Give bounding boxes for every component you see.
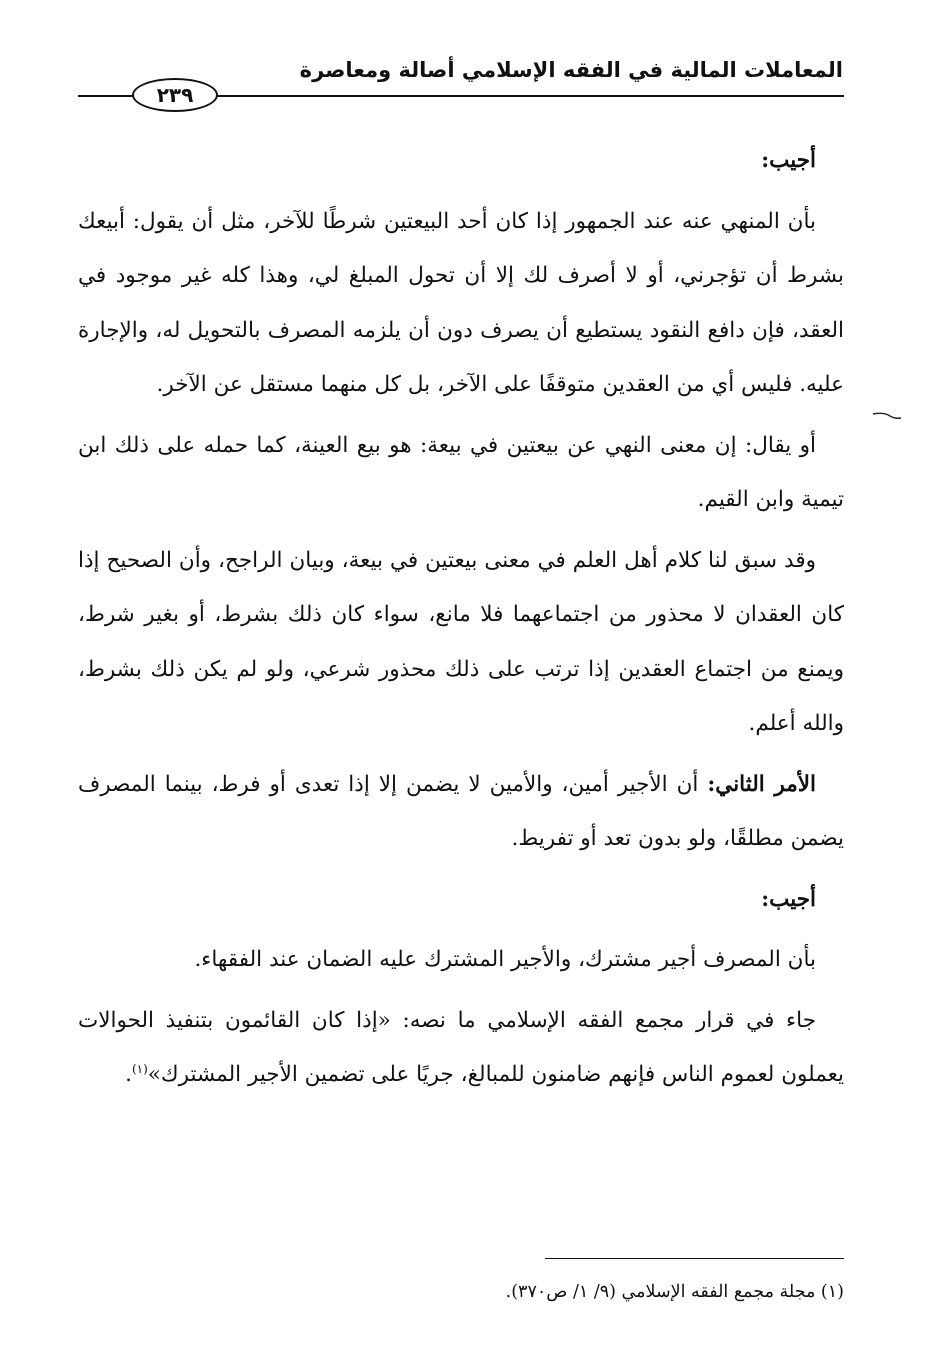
- paragraph-1: بأن المنهي عنه عند الجمهور إذا كان أحد البيعتين شرطًا للآخر، مثل أن يقول: أبيعك بشرط أن تؤجرني، أو لا أصرف لك إلا أن تحول المبلغ لي، وهذا كله غير موجود في العقد، فإن دافع النقود يستطيع أن يصرف دون أن يلزمه المصرف بالتحويل له، والإجارة عليه. فليس أي من العقدين متوقفًا على الآخر، بل كل منهما مستقل عن الآخر.: [78, 208, 844, 397]
- heading-answer-1: أجيب:: [761, 148, 816, 173]
- quote-text: جاء في قرار مجمع الفقه الإسلامي ما نصه: «إذا كان القائمون بتنفيذ الحوالات يعملون لعموم الناس فإنهم ضامنون للمبالغ، جريًا على تضمين الأجير المشترك»: [78, 1007, 844, 1087]
- paragraph-5: بأن المصرف أجير مشترك، والأجير المشترك عليه الضمان عند الفقهاء.: [194, 947, 816, 972]
- page-number: ٢٣٩: [156, 83, 194, 107]
- paragraph-6: [78, 994, 844, 1103]
- paragraph-4: [78, 758, 844, 867]
- footnote-rule: [545, 1258, 844, 1259]
- second-issue-label: الأمر الثاني:: [707, 771, 816, 797]
- footnote-ref[interactable]: (١): [131, 1061, 148, 1076]
- quote-end: .: [125, 1062, 132, 1087]
- footnote: (١) مجلة مجمع الفقه الإسلامي (٩/ ١/ ص٣٧٠).: [505, 1282, 844, 1302]
- second-issue-text: أن الأجير أمين، والأمين لا يضمن إلا إذا تعدى أو فرط، بينما المصرف يضمن مطلقًا، ولو بدون تعد أو تفريط.: [78, 771, 844, 851]
- paragraph-3: وقد سبق لنا كلام أهل العلم في معنى بيعتين في بيعة، وبيان الراجح، وأن الصحيح إذا كان العقدان لا محذور من اجتماعهما فلا مانع، سواء كان ذلك بشرط، أو بغير شرط، ويمنع من اجتماع العقدين إذا ترتب على ذلك محذور شرعي، ولو لم يكن ذلك بشرط، والله أعلم.: [78, 547, 844, 736]
- margin-mark: [872, 410, 902, 422]
- paragraph-2: أو يقال: إن معنى النهي عن بيعتين في بيعة: هو بيع العينة، كما حمله على ذلك ابن تيمية وابن القيم.: [78, 432, 844, 512]
- running-header: المعاملات المالية في الفقه الإسلامي أصالة ومعاصرة: [299, 58, 843, 82]
- body-text: [78, 134, 844, 1103]
- heading-answer-2: أجيب:: [761, 886, 816, 912]
- page-number-badge: [132, 78, 218, 112]
